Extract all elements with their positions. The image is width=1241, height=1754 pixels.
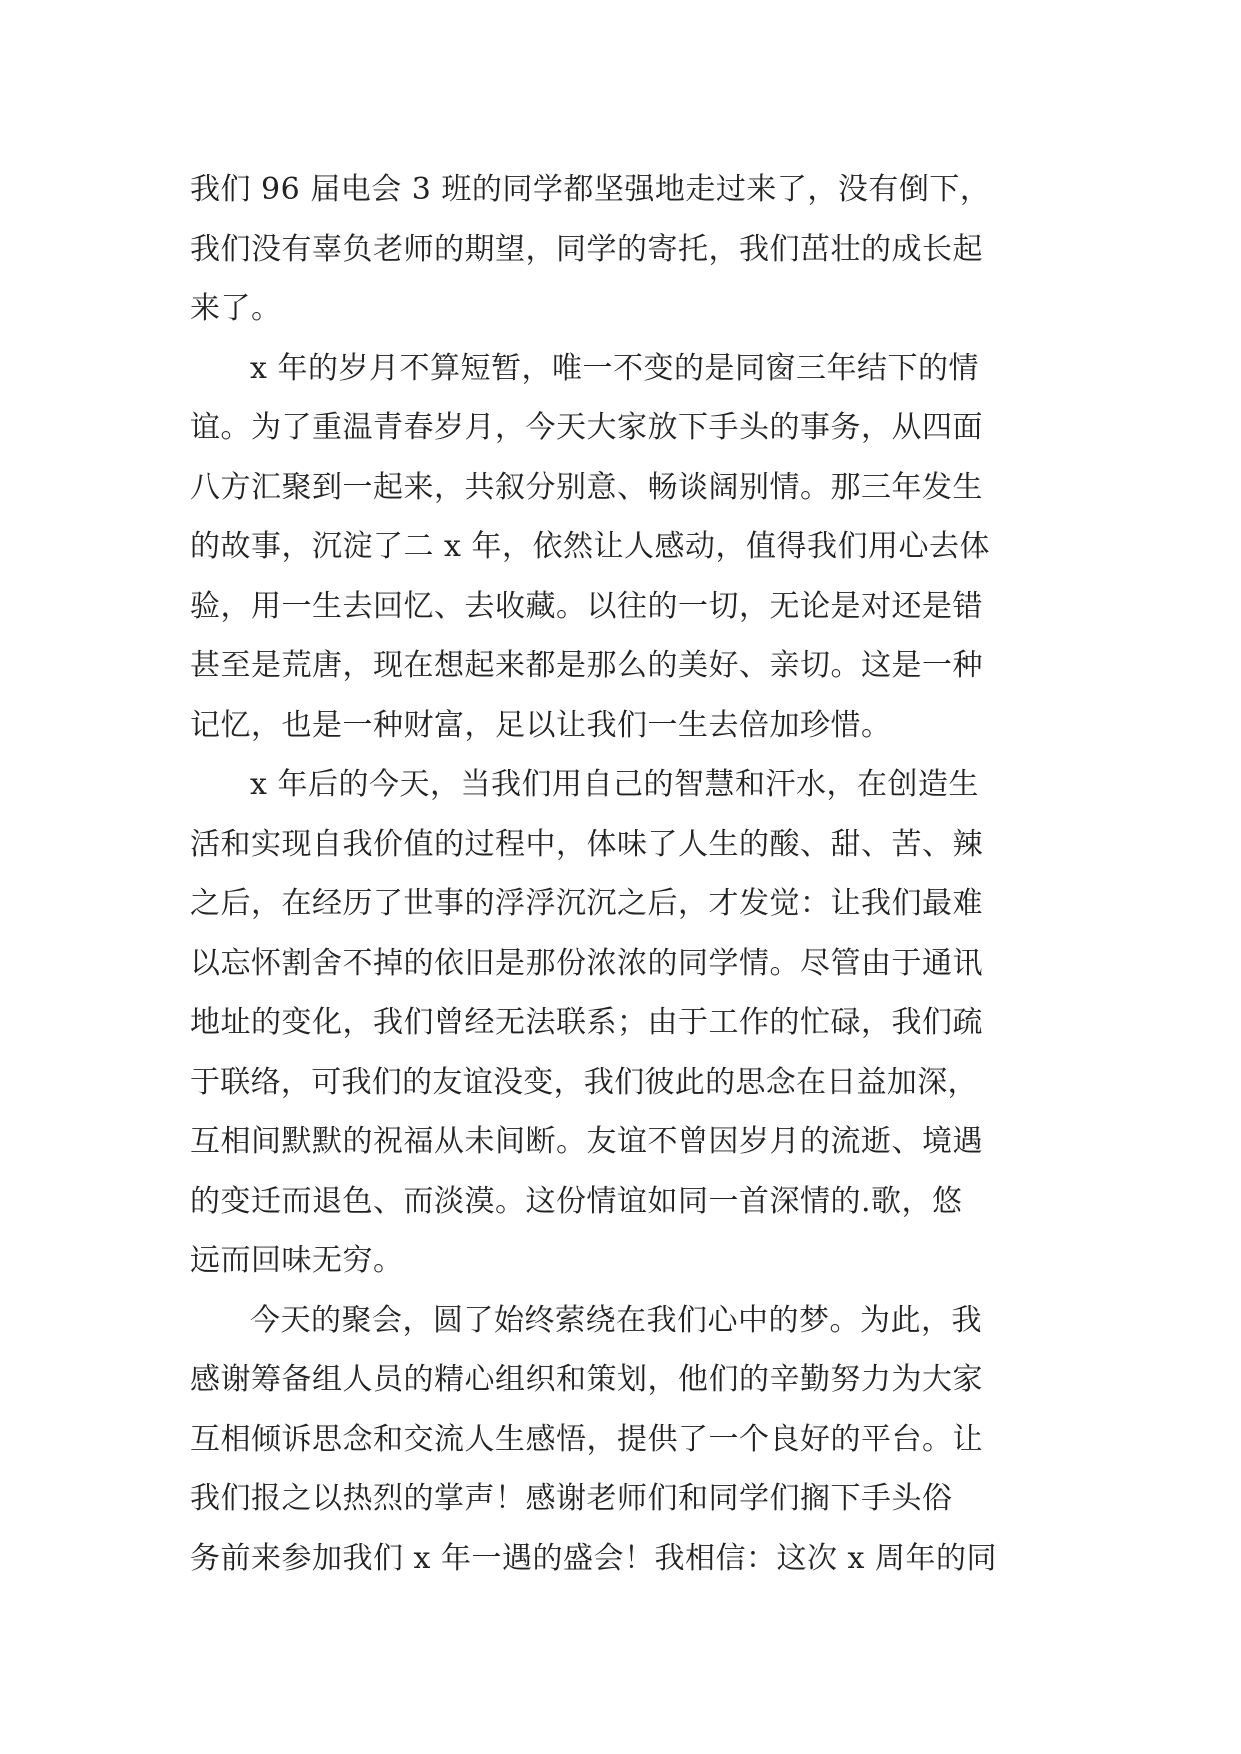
text-line: 我们报之以热烈的掌声！感谢老师们和同学们搁下手头俗 (190, 1481, 953, 1516)
text-line: 我们 96 届电会 3 班的同学都坚强地走过来了，没有倒下， (190, 172, 991, 207)
text-line: 甚至是荒唐，现在想起来都是那么的美好、亲切。这是一种 (190, 648, 983, 683)
text-line: 以忘怀割舍不掉的依旧是那份浓浓的同学情。尽管由于通讯 (190, 945, 983, 981)
text-line: 的故事，沉淀了二 x 年，依然让人感动，值得我们用心去体 (190, 529, 990, 564)
text-line: 务前来参加我们 x 年一遇的盛会！我相信：这次 x 周年的同 (190, 1540, 997, 1576)
text-line: 记忆，也是一种财富，足以让我们一生去倍加珍惜。 (190, 707, 892, 743)
paragraph-start-line: 今天的聚会，圆了始终萦绕在我们心中的梦。为此，我 (250, 1302, 982, 1338)
text-line: 的变迁而退色、而淡漠。这份情谊如同一首深情的.歌，悠 (190, 1183, 963, 1219)
text-line: 八方汇聚到一起来，共叙分别意、畅谈阔别情。那三年发生 (190, 469, 983, 505)
text-line: 感谢筹备组人员的精心组织和策划，他们的辛勤努力为大家 (190, 1362, 983, 1397)
text-line: 于联络，可我们的友谊没变，我们彼此的思念在日益加深， (190, 1064, 978, 1100)
text-line: 活和实现自我价值的过程中，体味了人生的酸、甜、苦、辣 (190, 826, 983, 862)
text-line: 我们没有辜负老师的期望，同学的寄托，我们茁壮的成长起 (190, 231, 983, 267)
text-line: 远而回味无穷。 (190, 1243, 404, 1278)
text-line: 互相间默默的祝福从未间断。友谊不曾因岁月的流逝、境遇 (190, 1124, 983, 1159)
body-text (190, 160, 1070, 1588)
text-line: 地址的变化，我们曾经无法联系；由于工作的忙碌，我们疏 (190, 1005, 983, 1040)
text-line: 谊。为了重温青春岁月，今天大家放下手头的事务，从四面 (190, 410, 983, 445)
text-line: 之后，在经历了世事的浮浮沉沉之后，才发觉：让我们最难 (190, 886, 983, 921)
text-line: 来了。 (190, 291, 282, 326)
text-line: 互相倾诉思念和交流人生感悟，提供了一个良好的平台。让 (190, 1421, 983, 1457)
paragraph-start-line: x 年后的今天，当我们用自己的智慧和汗水，在创造生 (250, 767, 979, 802)
text-line: 验，用一生去回忆、去收藏。以往的一切，无论是对还是错 (190, 588, 983, 624)
paragraph-start-line: x 年的岁月不算短暂，唯一不变的是同窗三年结下的情 (250, 350, 979, 386)
